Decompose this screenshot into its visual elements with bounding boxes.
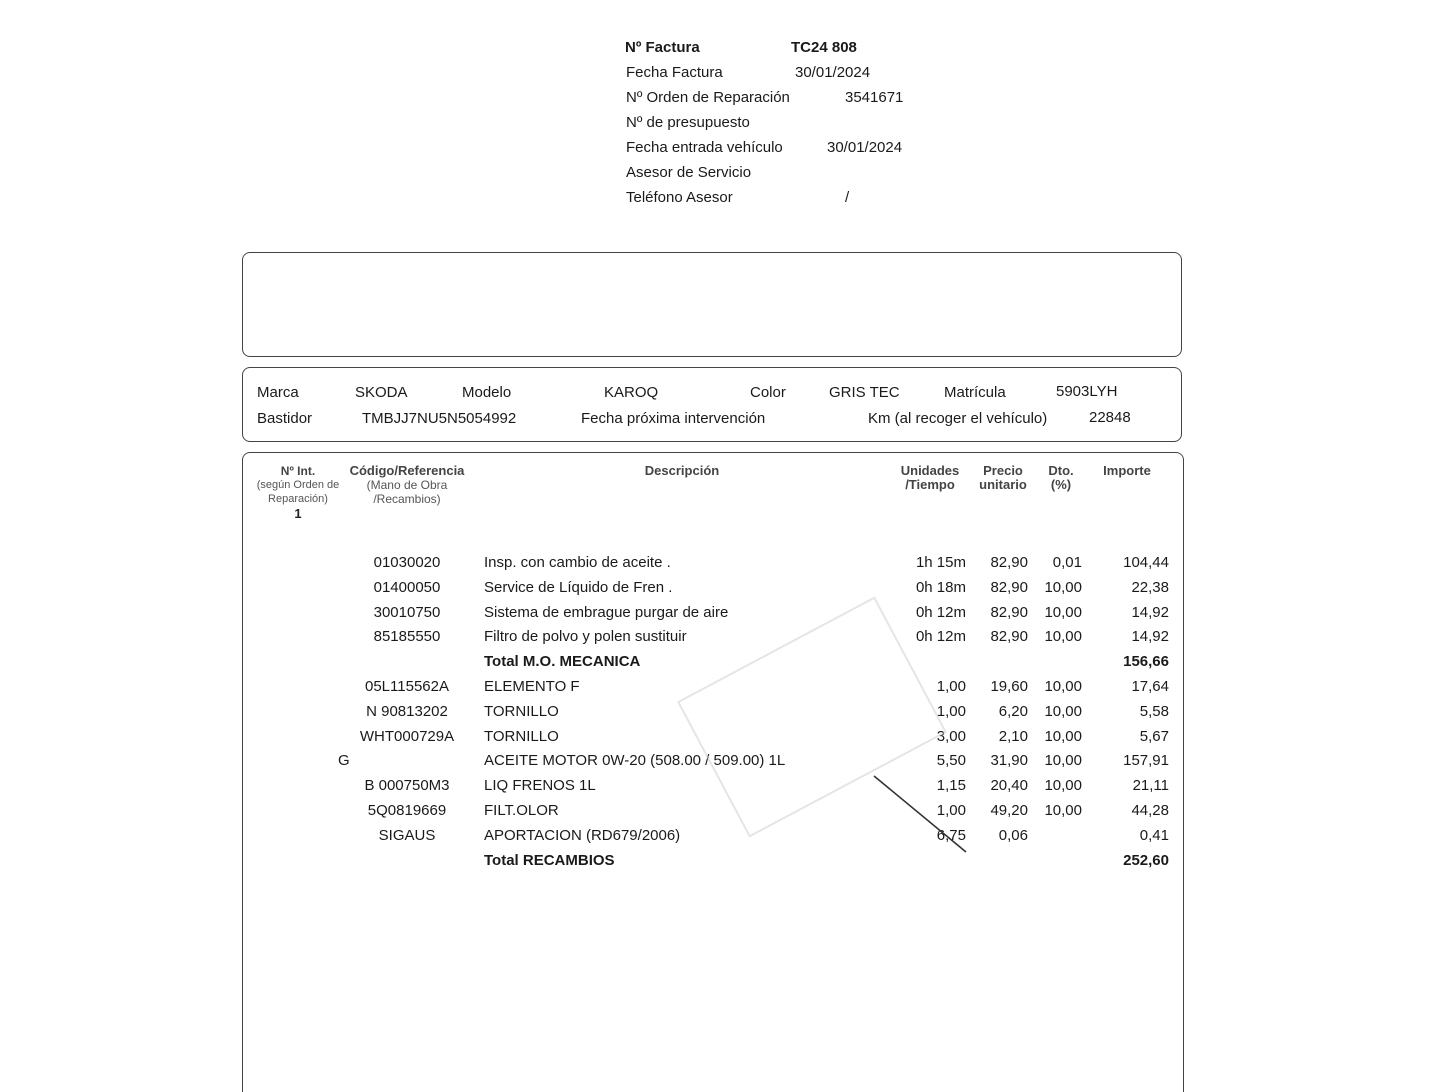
invoice-number-label: Nº Factura [625, 39, 700, 56]
header-amount: Importe [1103, 463, 1151, 478]
header-unit-price: Precio unitario [979, 463, 1027, 492]
next-service-label: Fecha próxima intervención [581, 410, 766, 427]
cell-pre: G [338, 752, 350, 770]
cell-units: 1,00 [936, 678, 966, 695]
order-number: 1 [294, 506, 302, 521]
cell-desc: ELEMENTO F [484, 678, 580, 695]
stamp-stroke [870, 770, 980, 860]
cell-code: SIGAUS [378, 826, 436, 844]
customer-box [242, 252, 1182, 357]
cell-price: 2,10 [998, 727, 1028, 745]
km-label: Km (al recoger el vehículo) [868, 410, 1048, 427]
invoice-date-label: Fecha Factura [626, 64, 723, 81]
header-units: Unidades /Tiempo [900, 463, 960, 492]
cell-dto: 10,00 [1044, 628, 1082, 646]
color-value: GRIS TEC [829, 384, 900, 401]
cell-amount: 14,92 [1131, 628, 1169, 646]
header-order-num-sub: (según Orden de Reparación) [256, 479, 340, 505]
cell-code: 30010750 [373, 603, 441, 621]
cell-units: 3,00 [936, 727, 966, 745]
cell-amount: 17,64 [1131, 678, 1169, 695]
advisor-phone-value: / [845, 189, 850, 206]
cell-dto: 10,00 [1044, 578, 1082, 596]
cell-price: 20,40 [990, 777, 1028, 795]
cell-dto: 10,00 [1044, 802, 1082, 819]
vehicle-box [242, 367, 1182, 442]
cell-code: WHT000729A [359, 727, 455, 745]
advisor-phone-label: Teléfono Asesor [626, 189, 733, 206]
invoice-date-value: 30/01/2024 [795, 64, 871, 81]
cell-price: 82,90 [990, 578, 1028, 596]
items-table [242, 452, 1184, 1092]
service-advisor-label: Asesor de Servicio [626, 164, 752, 181]
chassis-label: Bastidor [257, 410, 313, 427]
cell-amount: 44,28 [1131, 802, 1169, 819]
cell-desc: FILT.OLOR [484, 802, 559, 819]
invoice-number-value: TC24 808 [791, 39, 857, 56]
cell-dto: 10,00 [1044, 752, 1082, 770]
cell-code: 01400050 [373, 578, 441, 596]
brand-value: SKODA [355, 384, 408, 401]
cell-amount: 21,11 [1132, 777, 1169, 795]
cell-amount: 5,58 [1139, 702, 1169, 720]
km-value: 22848 [1089, 409, 1131, 426]
cell-dto: 10,00 [1044, 603, 1082, 621]
cell-amount: 5,67 [1139, 727, 1169, 745]
plate-value: 5903LYH [1056, 383, 1118, 400]
vehicle-entry-date-value: 30/01/2024 [827, 139, 903, 156]
cell-desc: Filtro de polvo y polen sustituir [484, 628, 687, 646]
cell-amount: 14,92 [1131, 603, 1169, 621]
model-value: KAROQ [604, 384, 659, 401]
repair-order-label: Nº Orden de Reparación [626, 89, 790, 106]
cell-desc: Total M.O. MECANICA [484, 653, 641, 671]
cell-desc: Service de Líquido de Fren . [484, 578, 673, 596]
cell-price: 31,90 [990, 752, 1028, 770]
cell-units: 6,75 [936, 826, 966, 844]
cell-desc: APORTACION (RD679/2006) [484, 826, 681, 844]
cell-units: 1,15 [936, 777, 966, 795]
cell-desc: TORNILLO [484, 727, 559, 745]
cell-dto: 0,01 [1052, 554, 1082, 571]
header-code: Código/Referencia [349, 463, 465, 478]
cell-price: 6,20 [998, 702, 1028, 720]
cell-price: 82,90 [990, 603, 1028, 621]
vehicle-entry-date-label: Fecha entrada vehículo [626, 139, 783, 156]
cell-code: B 000750M3 [364, 777, 450, 795]
cell-desc: Sistema de embrague purgar de aire [484, 603, 729, 621]
cell-amount: 0,41 [1139, 826, 1169, 844]
brand-label: Marca [257, 384, 299, 401]
cell-dto: 10,00 [1044, 678, 1082, 695]
header-description: Descripción [644, 463, 720, 478]
cell-dto: 10,00 [1044, 777, 1082, 795]
cell-code: 85185550 [373, 628, 441, 646]
cell-amount: 22,38 [1131, 578, 1169, 596]
color-label: Color [750, 384, 786, 401]
cell-desc: TORNILLO [484, 702, 559, 720]
cell-price: 82,90 [990, 628, 1028, 646]
cell-price: 82,90 [990, 554, 1028, 571]
repair-order-value: 3541671 [845, 89, 904, 106]
chassis-value: TMBJJ7NU5N5054992 [362, 410, 517, 427]
plate-label: Matrícula [944, 384, 1006, 401]
cell-units: 0h 12m [915, 603, 966, 621]
cell-amount: 252,60 [1123, 851, 1169, 869]
cell-price: 49,20 [990, 802, 1028, 819]
model-label: Modelo [462, 384, 512, 401]
cell-units: 1h 15m [915, 554, 966, 571]
cell-price: 0,06 [998, 826, 1028, 844]
cell-units: 1,00 [936, 802, 966, 819]
cell-code: 01030020 [373, 554, 441, 571]
cell-price: 19,60 [990, 678, 1028, 695]
budget-number-label: Nº de presupuesto [626, 114, 750, 131]
cell-units: 1,00 [936, 702, 966, 720]
header-code-sub: (Mano de Obra /Recambios) [366, 478, 448, 506]
header-discount: Dto. (%) [1048, 463, 1074, 492]
cell-desc: LIQ FRENOS 1L [484, 777, 596, 795]
cell-units: 0h 12m [915, 628, 966, 646]
cell-code: N 90813202 [366, 702, 448, 720]
cell-desc: Total RECAMBIOS [484, 851, 615, 869]
cell-code: 05L115562A [365, 678, 449, 695]
cell-units: 5,50 [936, 752, 966, 770]
cell-code: 5Q0819669 [367, 802, 447, 819]
cell-amount: 104,44 [1123, 554, 1169, 571]
header-order-num: Nº Int. [280, 464, 316, 478]
cell-units: 0h 18m [915, 578, 966, 596]
cell-dto: 10,00 [1044, 702, 1082, 720]
cell-amount: 157,91 [1123, 752, 1169, 770]
cell-amount: 156,66 [1123, 653, 1169, 671]
cell-desc: Insp. con cambio de aceite . [484, 554, 671, 571]
cell-dto: 10,00 [1044, 727, 1082, 745]
cell-desc: ACEITE MOTOR 0W-20 (508.00 / 509.00) 1L [484, 752, 786, 770]
